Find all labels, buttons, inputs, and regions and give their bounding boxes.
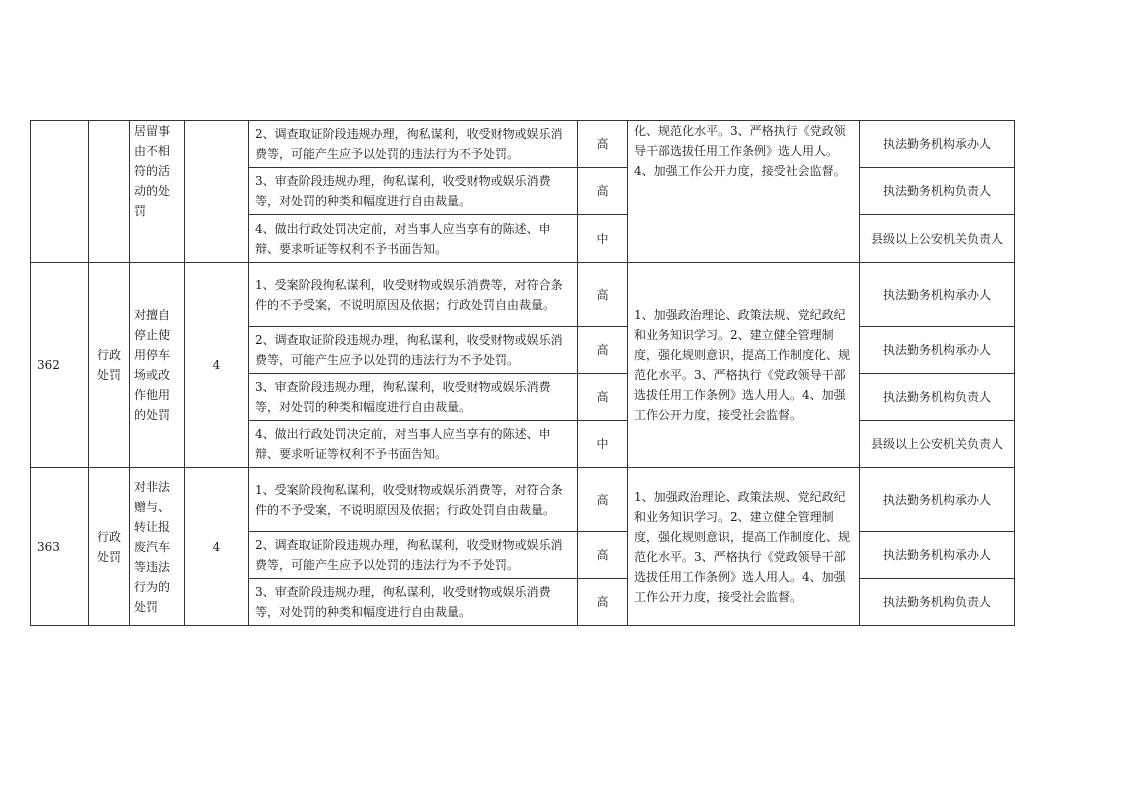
item-name-cell: 居留事由不相符的活动的处罚 xyxy=(130,121,185,263)
responsible-person-cell: 执法勤务机构承办人 xyxy=(860,532,1015,579)
risk-count-cell xyxy=(185,121,249,263)
table-row xyxy=(31,468,1015,532)
item-name-cell: 对非法赠与、转让报废汽车等违法行为的处罚 xyxy=(130,468,185,626)
risk-point-cell: 4、做出行政处罚决定前，对当事人应当享有的陈述、申辩、要求听证等权利不予书面告知。 xyxy=(249,421,578,468)
risk-point-cell: 4、做出行政处罚决定前，对当事人应当享有的陈述、申辩、要求听证等权利不予书面告知。 xyxy=(249,215,578,263)
responsible-person-cell: 执法勤务机构负责人 xyxy=(860,168,1015,215)
table-row xyxy=(31,263,1015,327)
risk-count-cell: 4 xyxy=(185,468,249,626)
risk-table xyxy=(30,120,1015,626)
responsible-person-cell: 执法勤务机构承办人 xyxy=(860,263,1015,327)
responsible-person-cell: 执法勤务机构承办人 xyxy=(860,121,1015,168)
table-row xyxy=(31,121,1015,168)
prevention-measures-cell: 化、规范化水平。3、严格执行《党政领导干部选拔任用工作条例》选人用人。4、加强工作公开力度，接受社会监督。 xyxy=(628,121,860,263)
risk-point-cell: 1、受案阶段徇私谋利，收受财物或娱乐消费等，对符合条件的不予受案，不说明原因及依据；行政处罚自由裁量。 xyxy=(249,468,578,532)
risk-point-cell: 1、受案阶段徇私谋利，收受财物或娱乐消费等，对符合条件的不予受案，不说明原因及依据；行政处罚自由裁量。 xyxy=(249,263,578,327)
risk-level-cell: 高 xyxy=(578,532,628,579)
prevention-measures-cell: 1、加强政治理论、政策法规、党纪政纪和业务知识学习。2、建立健全管理制度，强化规则意识，提高工作制度化、规范化水平。3、严格执行《党政领导干部选拔任用工作条例》选人用人。4、加强工作公开力度，接受社会监督。 xyxy=(628,263,860,468)
item-number-cell xyxy=(31,121,89,263)
prevention-measures-cell: 1、加强政治理论、政策法规、党纪政纪和业务知识学习。2、建立健全管理制度，强化规则意识，提高工作制度化、规范化水平。3、严格执行《党政领导干部选拔任用工作条例》选人用人。4、加强工作公开力度，接受社会监督。 xyxy=(628,468,860,626)
risk-level-cell: 高 xyxy=(578,327,628,374)
risk-level-cell: 高 xyxy=(578,263,628,327)
risk-level-cell: 高 xyxy=(578,468,628,532)
category-cell: 行政处罚 xyxy=(89,468,130,626)
risk-level-cell: 高 xyxy=(578,579,628,626)
risk-point-cell: 2、调查取证阶段违规办理，徇私谋利，收受财物或娱乐消费等，可能产生应予以处罚的违法行为不予处罚。 xyxy=(249,532,578,579)
risk-level-cell: 高 xyxy=(578,168,628,215)
risk-point-cell: 3、审查阶段违规办理，徇私谋利，收受财物或娱乐消费等，对处罚的种类和幅度进行自由裁量。 xyxy=(249,579,578,626)
responsible-person-cell: 执法勤务机构负责人 xyxy=(860,374,1015,421)
risk-level-cell: 中 xyxy=(578,421,628,468)
risk-point-cell: 3、审查阶段违规办理，徇私谋利，收受财物或娱乐消费等，对处罚的种类和幅度进行自由裁量。 xyxy=(249,168,578,215)
category-cell: 行政处罚 xyxy=(89,263,130,468)
responsible-person-cell: 执法勤务机构负责人 xyxy=(860,579,1015,626)
risk-level-cell: 高 xyxy=(578,121,628,168)
responsible-person-cell: 县级以上公安机关负责人 xyxy=(860,421,1015,468)
responsible-person-cell: 执法勤务机构承办人 xyxy=(860,327,1015,374)
risk-point-cell: 2、调查取证阶段违规办理，徇私谋利，收受财物或娱乐消费等，可能产生应予以处罚的违法行为不予处罚。 xyxy=(249,121,578,168)
risk-level-cell: 中 xyxy=(578,215,628,263)
risk-point-cell: 2、调查取证阶段违规办理，徇私谋利，收受财物或娱乐消费等，可能产生应予以处罚的违法行为不予处罚。 xyxy=(249,327,578,374)
risk-count-cell: 4 xyxy=(185,263,249,468)
responsible-person-cell: 县级以上公安机关负责人 xyxy=(860,215,1015,263)
risk-level-cell: 高 xyxy=(578,374,628,421)
item-number-cell: 362 xyxy=(31,263,89,468)
risk-point-cell: 3、审查阶段违规办理，徇私谋利，收受财物或娱乐消费等，对处罚的种类和幅度进行自由裁量。 xyxy=(249,374,578,421)
item-number-cell: 363 xyxy=(31,468,89,626)
responsible-person-cell: 执法勤务机构承办人 xyxy=(860,468,1015,532)
category-cell xyxy=(89,121,130,263)
item-name-cell: 对擅自停止使用停车场或改作他用的处罚 xyxy=(130,263,185,468)
